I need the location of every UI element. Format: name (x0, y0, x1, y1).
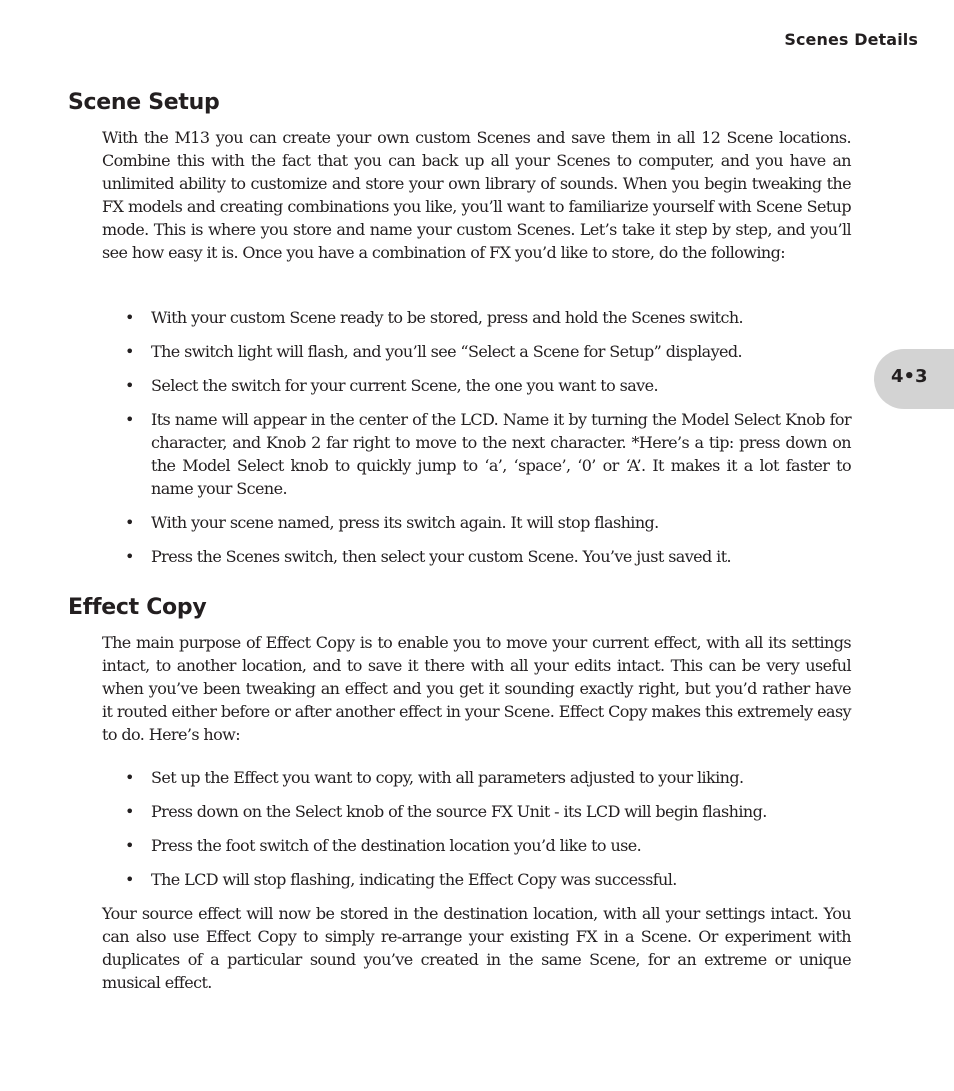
bullet-dot: • (125, 376, 135, 395)
list-item-text: The switch light will flash, and you’ll see “Select a Scene for Setup” displayed. (151, 342, 743, 361)
page-number: 4•3 (891, 366, 928, 387)
section-heading-effect-copy: Effect Copy (68, 595, 207, 620)
bullet-dot: • (125, 308, 135, 327)
list-item-text: With your custom Scene ready to be stored, press and hold the Scenes switch. (151, 308, 744, 327)
bullet-dot: • (125, 513, 135, 532)
bullet-dot: • (125, 802, 135, 821)
bullet-dot: • (125, 342, 135, 361)
running-head: Scenes Details (784, 30, 918, 49)
effect-copy-intro: The main purpose of Effect Copy is to enable you to move your current effect, with all its settings intact, to another location, and to save it there with all your edits intact. This can be very useful when you’ve been tweaking an effect and you get it sounding exactly right, but you’d rather have it routed either before or after another effect in your Scene. Effect Copy makes this extremely easy to do. Here’s how: (102, 633, 851, 744)
section-heading-scene-setup: Scene Setup (68, 90, 220, 115)
list-item-text: The LCD will stop flashing, indicating the Effect Copy was successful. (151, 870, 677, 889)
list-item-text: Its name will appear in the center of the LCD. Name it by turning the Model Select Knob for character, and Knob 2 far right to move to the next character. *Here’s a tip: press down on the Model Select knob to quickly jump to ‘a’, ‘space’, ‘0’ or ‘A’. It makes it a lot faster to name your Scene. (151, 410, 851, 498)
bullet-dot: • (125, 768, 135, 787)
list-item-text: Select the switch for your current Scene, the one you want to save. (151, 376, 658, 395)
bullet-dot: • (125, 870, 135, 889)
page-number-tab (874, 349, 954, 409)
list-item-text: Press the Scenes switch, then select your custom Scene. You’ve just saved it. (151, 547, 732, 566)
list-item-text: Set up the Effect you want to copy, with all parameters adjusted to your liking. (151, 768, 744, 787)
list-item-text: Press the foot switch of the destination location you’d like to use. (151, 836, 642, 855)
bullet-dot: • (125, 410, 135, 429)
effect-copy-outro: Your source effect will now be stored in the destination location, with all your settings intact. You can also use Effect Copy to simply re-arrange your existing FX in a Scene. Or experiment with duplicates of a particular sound you’ve created in the same Scene, for an extreme or unique musical effect. (102, 904, 851, 992)
bullet-dot: • (125, 547, 135, 566)
bullet-dot: • (125, 836, 135, 855)
list-item-text: With your scene named, press its switch again. It will stop flashing. (151, 513, 659, 532)
scene-setup-intro: With the M13 you can create your own custom Scenes and save them in all 12 Scene locations. Combine this with the fact that you can back up all your Scenes to computer, and you have an unlimited ability to customize and store your own library of sounds. When you begin tweaking the FX models and creating combinations you like, you’ll want to familiarize yourself with Scene Setup mode. This is where you store and name your custom Scenes. Let’s take it step by step, and you’ll see how easy it is. Once you have a combination of FX you’d like to store, do the following: (102, 128, 851, 262)
list-item-text: Press down on the Select knob of the source FX Unit - its LCD will begin flashing. (151, 802, 767, 821)
